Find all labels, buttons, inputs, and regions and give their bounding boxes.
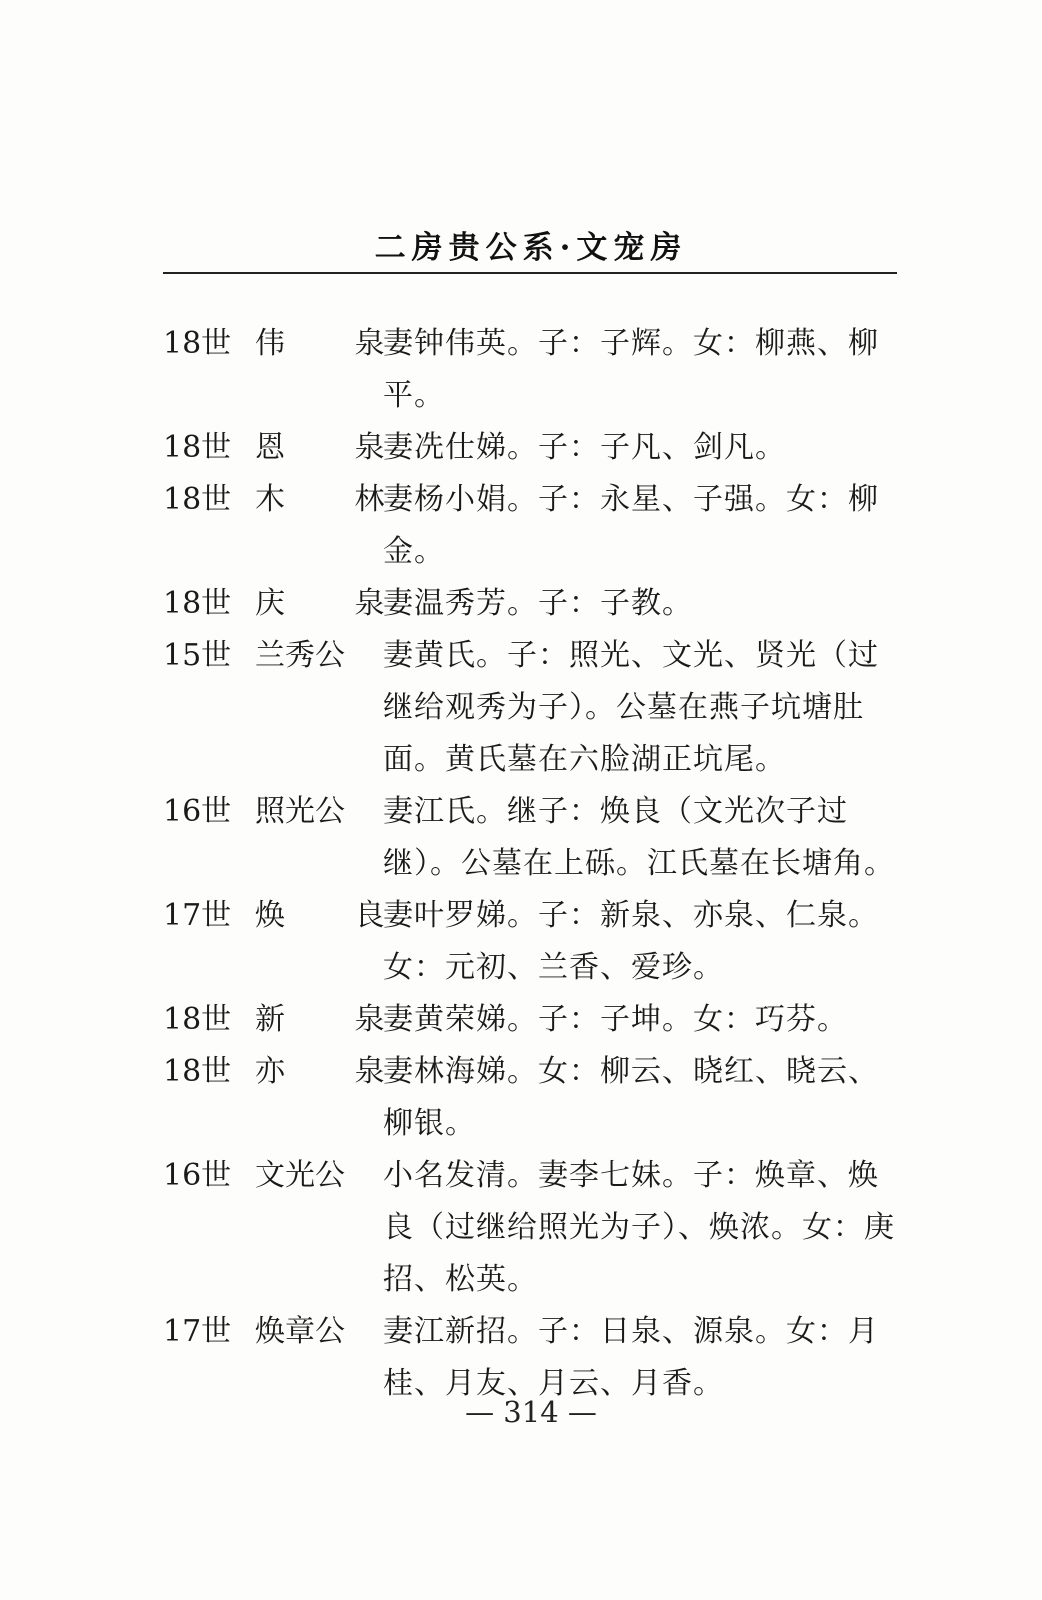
generation-label: 17世 bbox=[163, 1314, 232, 1349]
entry-description: 妻黄荣娣。子：子坤。女：巧芬。 bbox=[383, 1002, 848, 1037]
generation-label: 16世 bbox=[163, 1158, 232, 1193]
person-name: 亦 泉 bbox=[255, 1054, 415, 1089]
generation-label: 18世 bbox=[163, 586, 232, 621]
entry-description: 妻林海娣。女：柳云、晓红、晓云、柳银。 bbox=[383, 1054, 879, 1141]
person-name: 新 泉 bbox=[255, 1002, 415, 1037]
genealogy-entry bbox=[163, 578, 903, 630]
entry-description: 妻钟伟英。子：子辉。女：柳燕、柳平。 bbox=[383, 326, 879, 413]
genealogy-entry bbox=[163, 422, 903, 474]
header-rule bbox=[163, 272, 897, 274]
generation-label: 17世 bbox=[163, 898, 232, 933]
entry-description: 妻江氏。继子：焕良（文光次子过继）。公墓在上砾。江氏墓在长塘角。 bbox=[383, 794, 895, 881]
person-name: 兰秀公 bbox=[255, 638, 345, 673]
person-name: 照光公 bbox=[255, 794, 345, 829]
person-name: 木 林 bbox=[255, 482, 415, 517]
person-name: 伟 泉 bbox=[255, 326, 415, 361]
generation-label: 15世 bbox=[163, 638, 232, 673]
entry-description: 妻冼仕娣。子：子凡、剑凡。 bbox=[383, 430, 786, 465]
person-name: 恩 泉 bbox=[255, 430, 415, 465]
person-name: 文光公 bbox=[255, 1158, 345, 1193]
entry-description: 妻杨小娟。子：永星、子强。女：柳金。 bbox=[383, 482, 879, 569]
person-name: 庆 泉 bbox=[255, 586, 415, 621]
entry-description: 妻黄氏。子：照光、文光、贤光（过继给观秀为子）。公墓在燕子坑塘肚面。黄氏墓在六脸湖正坑尾。 bbox=[383, 638, 879, 777]
entry-description: 妻江新招。子：日泉、源泉。女：月桂、月友、月云、月香。 bbox=[383, 1314, 879, 1401]
entry-description: 妻叶罗娣。子：新泉、亦泉、仁泉。女：元初、兰香、爱珍。 bbox=[383, 898, 879, 985]
generation-label: 18世 bbox=[163, 326, 232, 361]
person-name: 焕章公 bbox=[255, 1314, 345, 1349]
page-number: — 314 — bbox=[465, 1395, 597, 1429]
genealogy-entry bbox=[163, 1150, 903, 1306]
person-name: 焕 良 bbox=[255, 898, 415, 933]
genealogy-entry bbox=[163, 630, 903, 786]
genealogy-entry bbox=[163, 786, 903, 890]
generation-label: 16世 bbox=[163, 794, 232, 829]
generation-label: 18世 bbox=[163, 1054, 232, 1089]
generation-label: 18世 bbox=[163, 1002, 232, 1037]
entry-description: 妻温秀芳。子：子教。 bbox=[383, 586, 693, 621]
genealogy-entry bbox=[163, 318, 903, 422]
genealogy-entries bbox=[163, 318, 903, 1410]
genealogy-entry bbox=[163, 890, 903, 994]
genealogy-entry bbox=[163, 474, 903, 578]
genealogy-entry bbox=[163, 1046, 903, 1150]
genealogy-entry bbox=[163, 994, 903, 1046]
entry-description: 小名发清。妻李七妹。子：焕章、焕良（过继给照光为子）、焕浓。女：庚招、松英。 bbox=[383, 1158, 895, 1297]
generation-label: 18世 bbox=[163, 482, 232, 517]
page-header-title: 二房贵公系·文宠房 bbox=[374, 230, 688, 266]
generation-label: 18世 bbox=[163, 430, 232, 465]
